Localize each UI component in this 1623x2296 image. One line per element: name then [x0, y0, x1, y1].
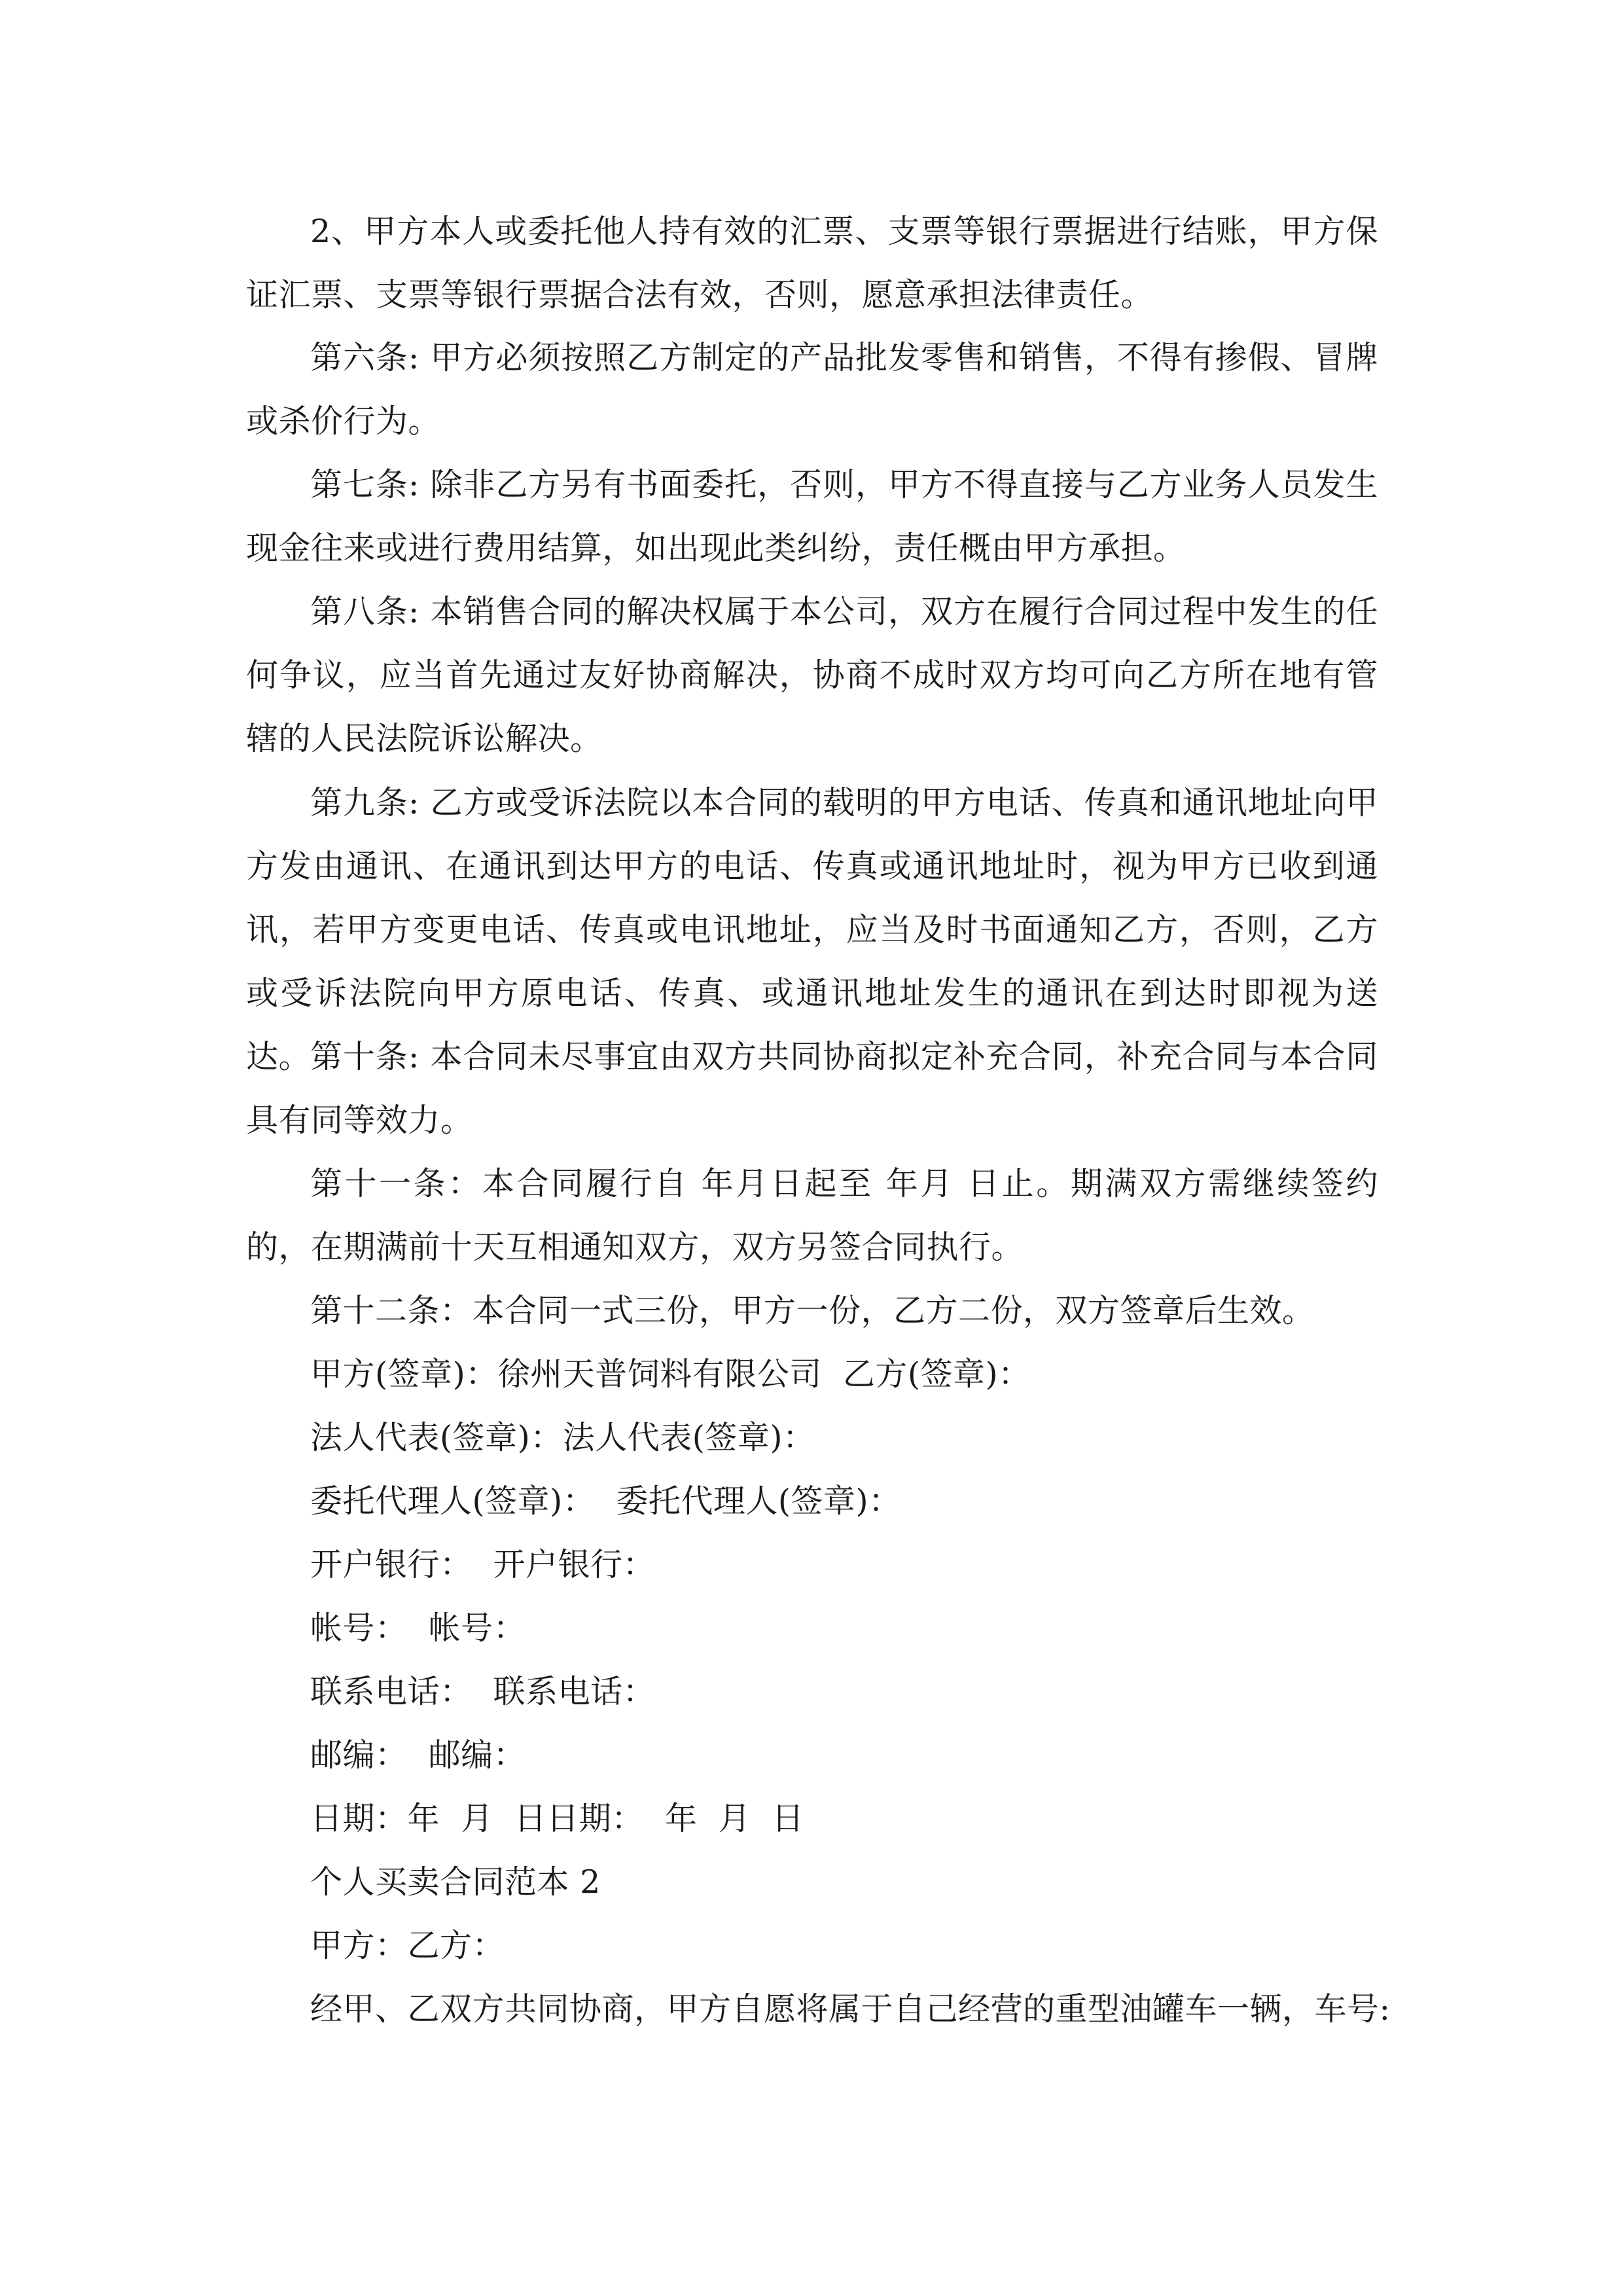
- line-bank: 开户银行： 开户银行：: [310, 1546, 656, 1583]
- line-postcode: 邮编： 邮编：: [310, 1736, 526, 1774]
- line-contract-2-intro: 经甲、乙双方共同协商，甲方自愿将属于自己经营的重型油罐车一辆，车号:: [310, 1990, 1391, 2028]
- line-party-signatures: 甲方(签章)：徐州天普饲料有限公司 乙方(签章)：: [310, 1355, 1031, 1393]
- line-legal-representatives: 法人代表(签章)：法人代表(签章)：: [310, 1419, 815, 1456]
- paragraph-article-6: 第六条: 甲方必须按照乙方制定的产品批发零售和销售，不得有掺假、冒牌或杀价行为。: [246, 339, 1378, 440]
- line-authorized-agents: 委托代理人(签章)： 委托代理人(签章)：: [310, 1482, 901, 1520]
- line-parties: 甲方：乙方：: [310, 1927, 505, 1964]
- paragraph-article-10: 第十条: 本合同未尽事宜由双方共同协商拟定补充合同，补充合同与本合同具有同等效力。: [246, 1038, 1378, 1139]
- paragraph-clause-5-2: 2、甲方本人或委托他人持有效的汇票、支票等银行票据进行结账，甲方保证汇票、支票等银行票据合法有效，否则，愿意承担法律责任。: [246, 213, 1378, 314]
- line-phone: 联系电话： 联系电话：: [310, 1673, 656, 1710]
- paragraph-article-7: 第七条: 除非乙方另有书面委托，否则，甲方不得直接与乙方业务人员发生现金往来或进行费用结算，如出现此类纠纷，责任概由甲方承担。: [246, 466, 1378, 567]
- paragraph-article-11: 第十一条：本合同履行自 年月日起至 年月 日止。期满双方需继续签约的，在期满前十天互相通知双方，双方另签合同执行。: [246, 1165, 1378, 1266]
- line-article-12: 第十二条：本合同一式三份，甲方一份，乙方二份，双方签章后生效。: [310, 1292, 1315, 1329]
- line-date: 日期：年 月 日日期： 年 月 日: [310, 1800, 804, 1837]
- paragraph-article-9: 第九条: 乙方或受诉法院以本合同的载明的甲方电话、传真和通讯地址向甲方发由通讯、在通讯到达甲方的电话、传真或通讯地址时，视为甲方已收到通讯，若甲方变更电话、传真或电讯地址，应当及时书面通知乙方，否则，乙方或受诉法院向甲方原电话、传真、或通讯地址发生的通讯在到达时即视为送达。: [246, 784, 1378, 1075]
- section-title-contract-2: 个人买卖合同范本 2: [310, 1863, 601, 1901]
- line-account: 帐号： 帐号：: [310, 1609, 526, 1647]
- paragraph-article-8: 第八条: 本销售合同的解决权属于本公司，双方在履行合同过程中发生的任何争议，应当首先通过友好协商解决，协商不成时双方均可向乙方所在地有管辖的人民法院诉讼解决。: [246, 593, 1378, 757]
